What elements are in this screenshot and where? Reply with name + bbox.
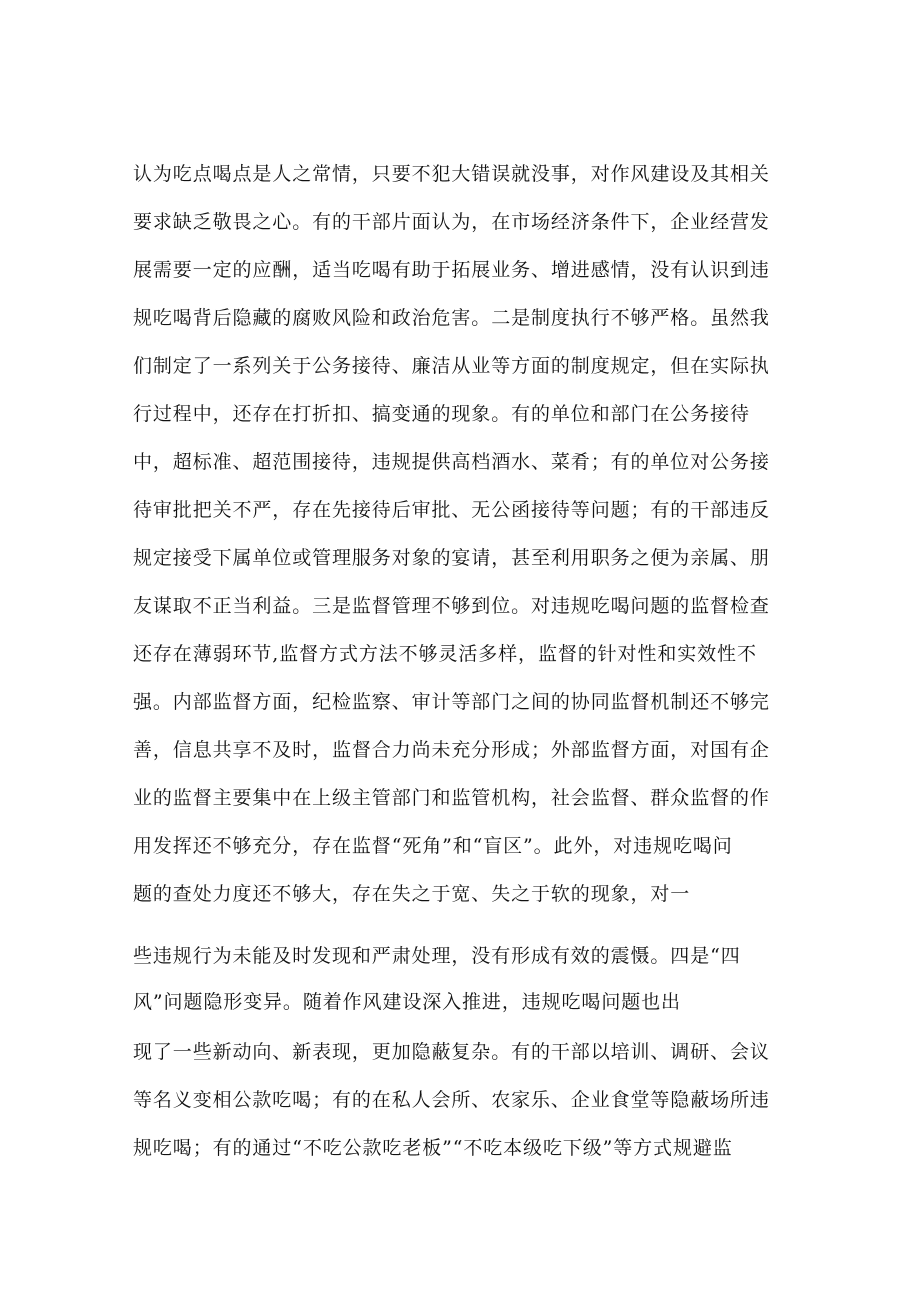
text-line: 规吃喝；有的通过“不吃公款吃老板”“不吃本级吃下级”等方式规避监 [133, 1137, 733, 1159]
text-line: 些违规行为未能及时发现和严肃处理，没有形成有效的震慑。四是“四 [133, 945, 741, 967]
text-line: 行过程中，还存在打折扣、搞变通的现象。有的单位和部门在公务接待 [133, 403, 750, 425]
text-line: 善，信息共享不及时，监督合力尚未充分形成；外部监督方面，对国有企 [133, 739, 770, 761]
text-line: 题的查处力度还不够大，存在失之于宽、失之于软的现象，对一 [133, 883, 691, 905]
text-line: 风”问题隐形变异。随着作风建设深入推进，违规吃喝问题也出 [133, 991, 681, 1013]
text-line: 待审批把关不严，存在先接待后审批、无公函接待等问题；有的干部违反 [133, 499, 770, 521]
text-line: 用发挥还不够充分，存在监督“死角”和“盲区”。此外，对违规吃喝问 [133, 835, 733, 857]
text-line: 认为吃点喝点是人之常情，只要不犯大错误就没事，对作风建设及其相关 [133, 163, 770, 185]
text-line: 展需要一定的应酬，适当吃喝有助于拓展业务、增进感情，没有认识到违 [133, 259, 770, 281]
text-line: 等名义变相公款吃喝；有的在私人会所、农家乐、企业食堂等隐蔽场所违 [133, 1089, 770, 1111]
text-line: 友谋取不正当利益。三是监督管理不够到位。对违规吃喝问题的监督检查 [133, 595, 770, 617]
text-line: 强。内部监督方面，纪检监察、审计等部门之间的协同监督机制还不够完 [133, 691, 770, 713]
text-line: 们制定了一系列关于公务接待、廉洁从业等方面的制度规定，但在实际执 [133, 355, 770, 377]
text-line: 还存在薄弱环节,监督方式方法不够灵活多样，监督的针对性和实效性不 [133, 643, 757, 665]
text-line: 中，超标准、超范围接待，违规提供高档酒水、菜肴；有的单位对公务接 [133, 451, 770, 473]
text-line: 现了一些新动向、新表现，更加隐蔽复杂。有的干部以培训、调研、会议 [133, 1041, 770, 1063]
text-line: 规吃喝背后隐藏的腐败风险和政治危害。二是制度执行不够严格。虽然我 [133, 307, 770, 329]
text-line: 规定接受下属单位或管理服务对象的宴请，甚至利用职务之便为亲属、朋 [133, 547, 770, 569]
text-line: 业的监督主要集中在上级主管部门和监管机构，社会监督、群众监督的作 [133, 787, 770, 809]
text-line: 要求缺乏敬畏之心。有的干部片面认为，在市场经济条件下，企业经营发 [133, 211, 770, 233]
